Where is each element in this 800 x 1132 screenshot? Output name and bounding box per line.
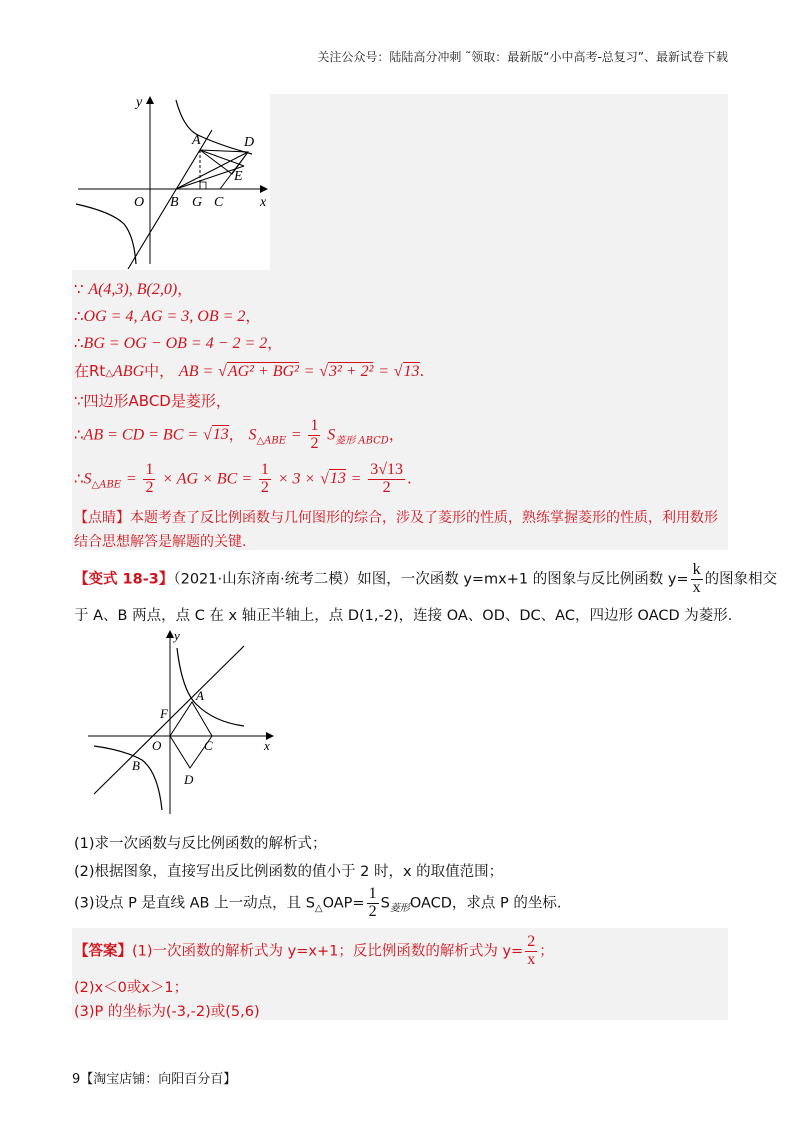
problem-line-2: 于 A、B 两点，点 C 在 x 轴正半轴上，点 D(1,-2)，连接 OA、OD、DC、AC，四边形 OACD 为菱形. — [74, 608, 733, 624]
fig2-label-a: A — [196, 688, 204, 703]
solution-line-1: ∵ A(4,3), B(2,0)， — [74, 280, 193, 298]
fig1-label-o: O — [134, 195, 145, 210]
figure-2 — [84, 626, 280, 818]
comment-label: 【点睛】 — [74, 510, 130, 526]
fig1-label-e: E — [234, 169, 243, 184]
fig2-label-x: x — [264, 738, 270, 753]
solution-line-7: $\therefore S_{\triangle ABE}$ = $\frac{1}{2}$ × AG × BC = $\frac{1}{2}$ × 3 × √13 = $\frac{3√13}{2}$ . — [74, 461, 412, 496]
answer-label: 【答案】 — [74, 943, 132, 960]
shop-label: 【淘宝店铺：向阳百分百】 — [80, 1072, 237, 1087]
fig1-label-x: x — [260, 195, 267, 210]
answer-line-2: (2)x＜0或x＞1； — [74, 980, 189, 996]
answer-line-3: (3)P 的坐标为(-3,-2)或(5,6) — [74, 1004, 260, 1020]
solution-line-5: ∵四边形ABCD是菱形， — [74, 392, 231, 410]
figure-1 — [72, 94, 270, 270]
solution-line-6: ∴AB = CD = BC = √13， $S_{\triangle ABE}$ = $\frac{1}{2}$ $S_{菱形 ABCD}$， — [74, 417, 404, 452]
fig2-label-o: O — [152, 738, 162, 753]
fig2-label-b: B — [132, 758, 140, 773]
fig2-label-f: F — [160, 706, 168, 721]
question-2: (2)根据图象，直接写出反比例函数的值小于 2 时，x 的取值范围； — [74, 864, 504, 880]
solution-line-3: ∴BG = OG − OB = 4 − 2 = 2， — [74, 334, 283, 352]
fig2-label-d: D — [184, 772, 194, 787]
page-footer — [72, 1068, 236, 1087]
fig1-label-c: C — [214, 195, 224, 210]
question-3: (3)设点 P 是直线 AB 上一动点，且 $S_\triangle OAP=$ $\frac{1}{2}$ $S_{菱形}OACD$，求点 P 的坐标. — [74, 885, 562, 920]
solution-line-2: ∴OG = 4, AG = 3, OB = 2， — [74, 307, 261, 325]
answer-line-1: 【答案】(1)一次函数的解析式为 y=x+1；反比例函数的解析式为 y= $\frac{2}{x}$ ； — [74, 933, 554, 968]
solution-line-4: 在Rt△ABG中， AB = √AG² + BG² = √3² + 2² = √13. — [74, 362, 425, 380]
comment: 【点睛】本题考查了反比例函数与几何图形的综合，涉及了菱形的性质，熟练掌握菱形的性质，利用数形结合思想解答是解题的关键. — [74, 510, 718, 550]
page-header: 关注公众号：陆陆高分冲刺 ˜领取：最新版“小中高考-总复习”、最新试卷下载 — [317, 50, 728, 64]
fig2-label-c: C — [204, 738, 213, 753]
question-1: (1)求一次函数与反比例函数的解析式； — [74, 836, 327, 852]
fig1-label-y: y — [136, 95, 143, 110]
problem-label: 【变式 18-3】 — [74, 571, 174, 588]
fig1-label-d: D — [244, 135, 255, 150]
fig2-label-y: y — [174, 628, 180, 643]
fig1-label-b: B — [170, 195, 179, 210]
problem-line-1: 【变式 18-3】（2021·山东济南·统考二模）如图，一次函数 y=mx+1 的图象与反比例函数 y= $\frac{k}{x}$ 的图象相交 — [74, 561, 778, 596]
fig1-label-a: A — [192, 133, 201, 148]
fig1-label-g: G — [192, 195, 203, 210]
page-number: 9 — [72, 1072, 81, 1087]
